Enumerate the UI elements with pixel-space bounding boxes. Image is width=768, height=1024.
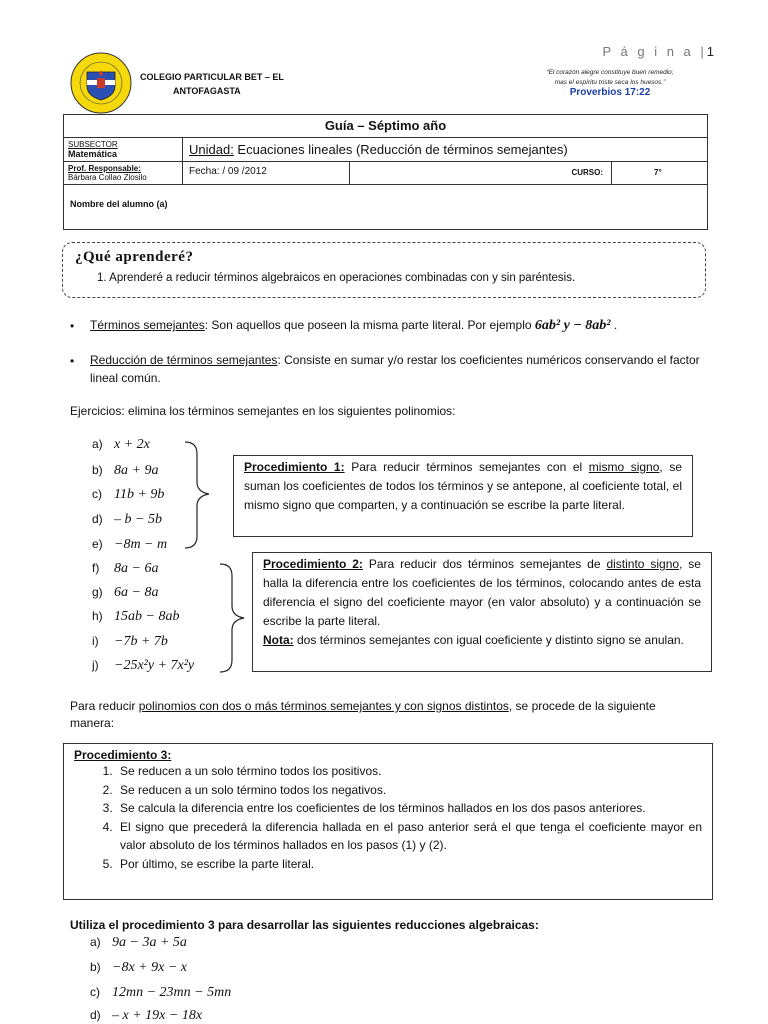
bible-quote [510, 68, 710, 98]
prof-row [64, 162, 707, 185]
procedure-1-title: Procedimiento 1: [244, 460, 345, 474]
brace-icon [183, 440, 215, 550]
exercise-item: e) −8m − m [92, 537, 168, 552]
student-name-field[interactable]: Nombre del alumno (a) [70, 199, 168, 209]
subsector-value: Matemática [68, 149, 118, 159]
definition-similar-terms [90, 316, 710, 335]
school-line-2: ANTOFAGASTA [173, 86, 241, 96]
bullet-icon: • [70, 319, 75, 333]
exercises-intro: Ejercicios: elimina los términos semejantes en los siguientes polinomios: [70, 404, 456, 418]
school-line-1: COLEGIO PARTICULAR BET – EL [140, 72, 284, 82]
procedure-3-steps [74, 762, 702, 873]
school-name [140, 70, 284, 98]
guide-title: Guía – Séptimo año [64, 115, 707, 138]
quote-reference: Proverbios 17:22 [569, 87, 651, 98]
prof-value: Bárbara Collao Zlosilo [68, 173, 147, 182]
def1-end: . [610, 318, 618, 332]
subsector-row [64, 138, 707, 162]
procedure-step: 2. Se reducen a un solo término todos los negativos. [116, 781, 702, 800]
procedure-2-box: Procedimiento 2: Para reducir dos términos semejantes de distinto signo, se halla la diferencia entre los coeficientes de los términos, colocando antes de esta diferencia el signo del coeficiente mayor (en valor absoluto) y a continuación se escribe la parte literal. Nota: dos términos semejantes con igual coeficiente y distinto signo se anulan. [252, 552, 712, 672]
unit-label: Unidad: [189, 142, 234, 157]
procedure-step: 5. Por último, se escribe la parte literal. [116, 855, 702, 874]
subsector-cell [64, 138, 183, 161]
procedure-step: 1. Se reducen a un solo término todos los positivos. [116, 762, 702, 781]
exercise-item: g) 6a − 8a [92, 585, 159, 600]
date-field[interactable]: Fecha: / 09 /2012 [183, 162, 350, 184]
exercise-item: h) 15ab − 8ab [92, 609, 180, 624]
exercise-item: i) −7b + 7b [92, 634, 168, 649]
procedure-step: 3. Se calcula la diferencia entre los coeficientes de los términos hallados en los dos pasos anteriores. [116, 799, 702, 818]
course-label: CURSO: [350, 162, 612, 184]
definition-reduction [90, 351, 710, 387]
exercise-item: a) x + 2x [92, 437, 150, 452]
unit-cell [183, 138, 574, 161]
exercise-2-item: a) 9a − 3a + 5a [90, 935, 187, 950]
def2-term: Reducción de términos semejantes [90, 353, 278, 367]
exercise-2-item: d) – x + 19x − 18x [90, 1008, 203, 1023]
exercise-2-item: b) −8x + 9x − x [90, 960, 187, 975]
prof-cell [64, 162, 183, 184]
subsector-label: SUBSECTOR [68, 140, 118, 149]
brace-icon [218, 562, 250, 674]
polynomial-intro: Para reducir polinomios con dos o más términos semejantes y con signos distintos, se procede de la siguiente manera: [70, 699, 656, 730]
exercise-item: d) – b − 5b [92, 512, 162, 527]
exercise-item: c) 11b + 9b [92, 487, 165, 502]
def1-example: 6ab² y − 8ab² [534, 318, 611, 333]
exercise-2-item: c) 12mn − 23mn − 5mn [90, 985, 232, 1000]
def1-text: : Son aquellos que poseen la misma parte literal. Por ejemplo [204, 318, 535, 332]
def1-term: Términos semejantes [90, 318, 205, 332]
student-row [64, 185, 707, 229]
procedure-2-note-label: Nota: [263, 633, 294, 647]
unit-value: Ecuaciones lineales (Reducción de términos semejantes) [233, 142, 568, 157]
page-number [602, 44, 714, 59]
prof-label: Prof. Responsable: [68, 164, 141, 173]
procedure-2-title: Procedimiento 2: [263, 557, 363, 571]
procedure-3-box [63, 743, 713, 900]
page-label: P á g i n a | [602, 44, 707, 59]
exercises-2-intro: Utiliza el procedimiento 3 para desarrollar las siguientes reducciones algebraicas: [70, 918, 539, 932]
procedure-2-note: dos términos semejantes con igual coeficiente y distinto signo se anulan. [293, 633, 684, 647]
school-logo [70, 52, 132, 114]
quote-line-1: “El corazón alegre constituye buen remedio; [546, 69, 674, 76]
guide-info-table [63, 114, 708, 230]
def2-text: : Consiste en sumar y/o restar los coeficientes numéricos conservando el factor lineal común. [90, 353, 700, 385]
quote-line-2: mas el espíritu triste seca los huesos.” [554, 79, 666, 86]
course-value: 7° [654, 168, 662, 177]
learning-goal-item: 1. Aprenderé a reducir términos algebraicos en operaciones combinadas con y sin paréntesis. [97, 272, 576, 284]
learning-goals-title: ¿Qué aprenderé? [75, 249, 194, 265]
procedure-1-box: Procedimiento 1: Para reducir términos semejantes con el mismo signo, se suman los coeficientes de todos los términos y se antepone, al coeficiente total, el mismo signo que comparten, y a continuación se escribe la parte literal. [233, 455, 693, 537]
bullet-icon: • [70, 354, 75, 368]
exercise-item: f) 8a − 6a [92, 561, 159, 576]
page-number-value: 1 [706, 44, 714, 59]
procedure-3-title: Procedimiento 3: [74, 748, 172, 762]
exercise-item: b) 8a + 9a [92, 463, 159, 478]
procedure-step: 4. El signo que precederá la diferencia hallada en el paso anterior será el que tenga el coeficiente mayor en valor absoluto de los términos hallados en los pasos (1) y (2). [116, 818, 702, 855]
exercise-item: j) −25x²y + 7x²y [92, 658, 195, 673]
